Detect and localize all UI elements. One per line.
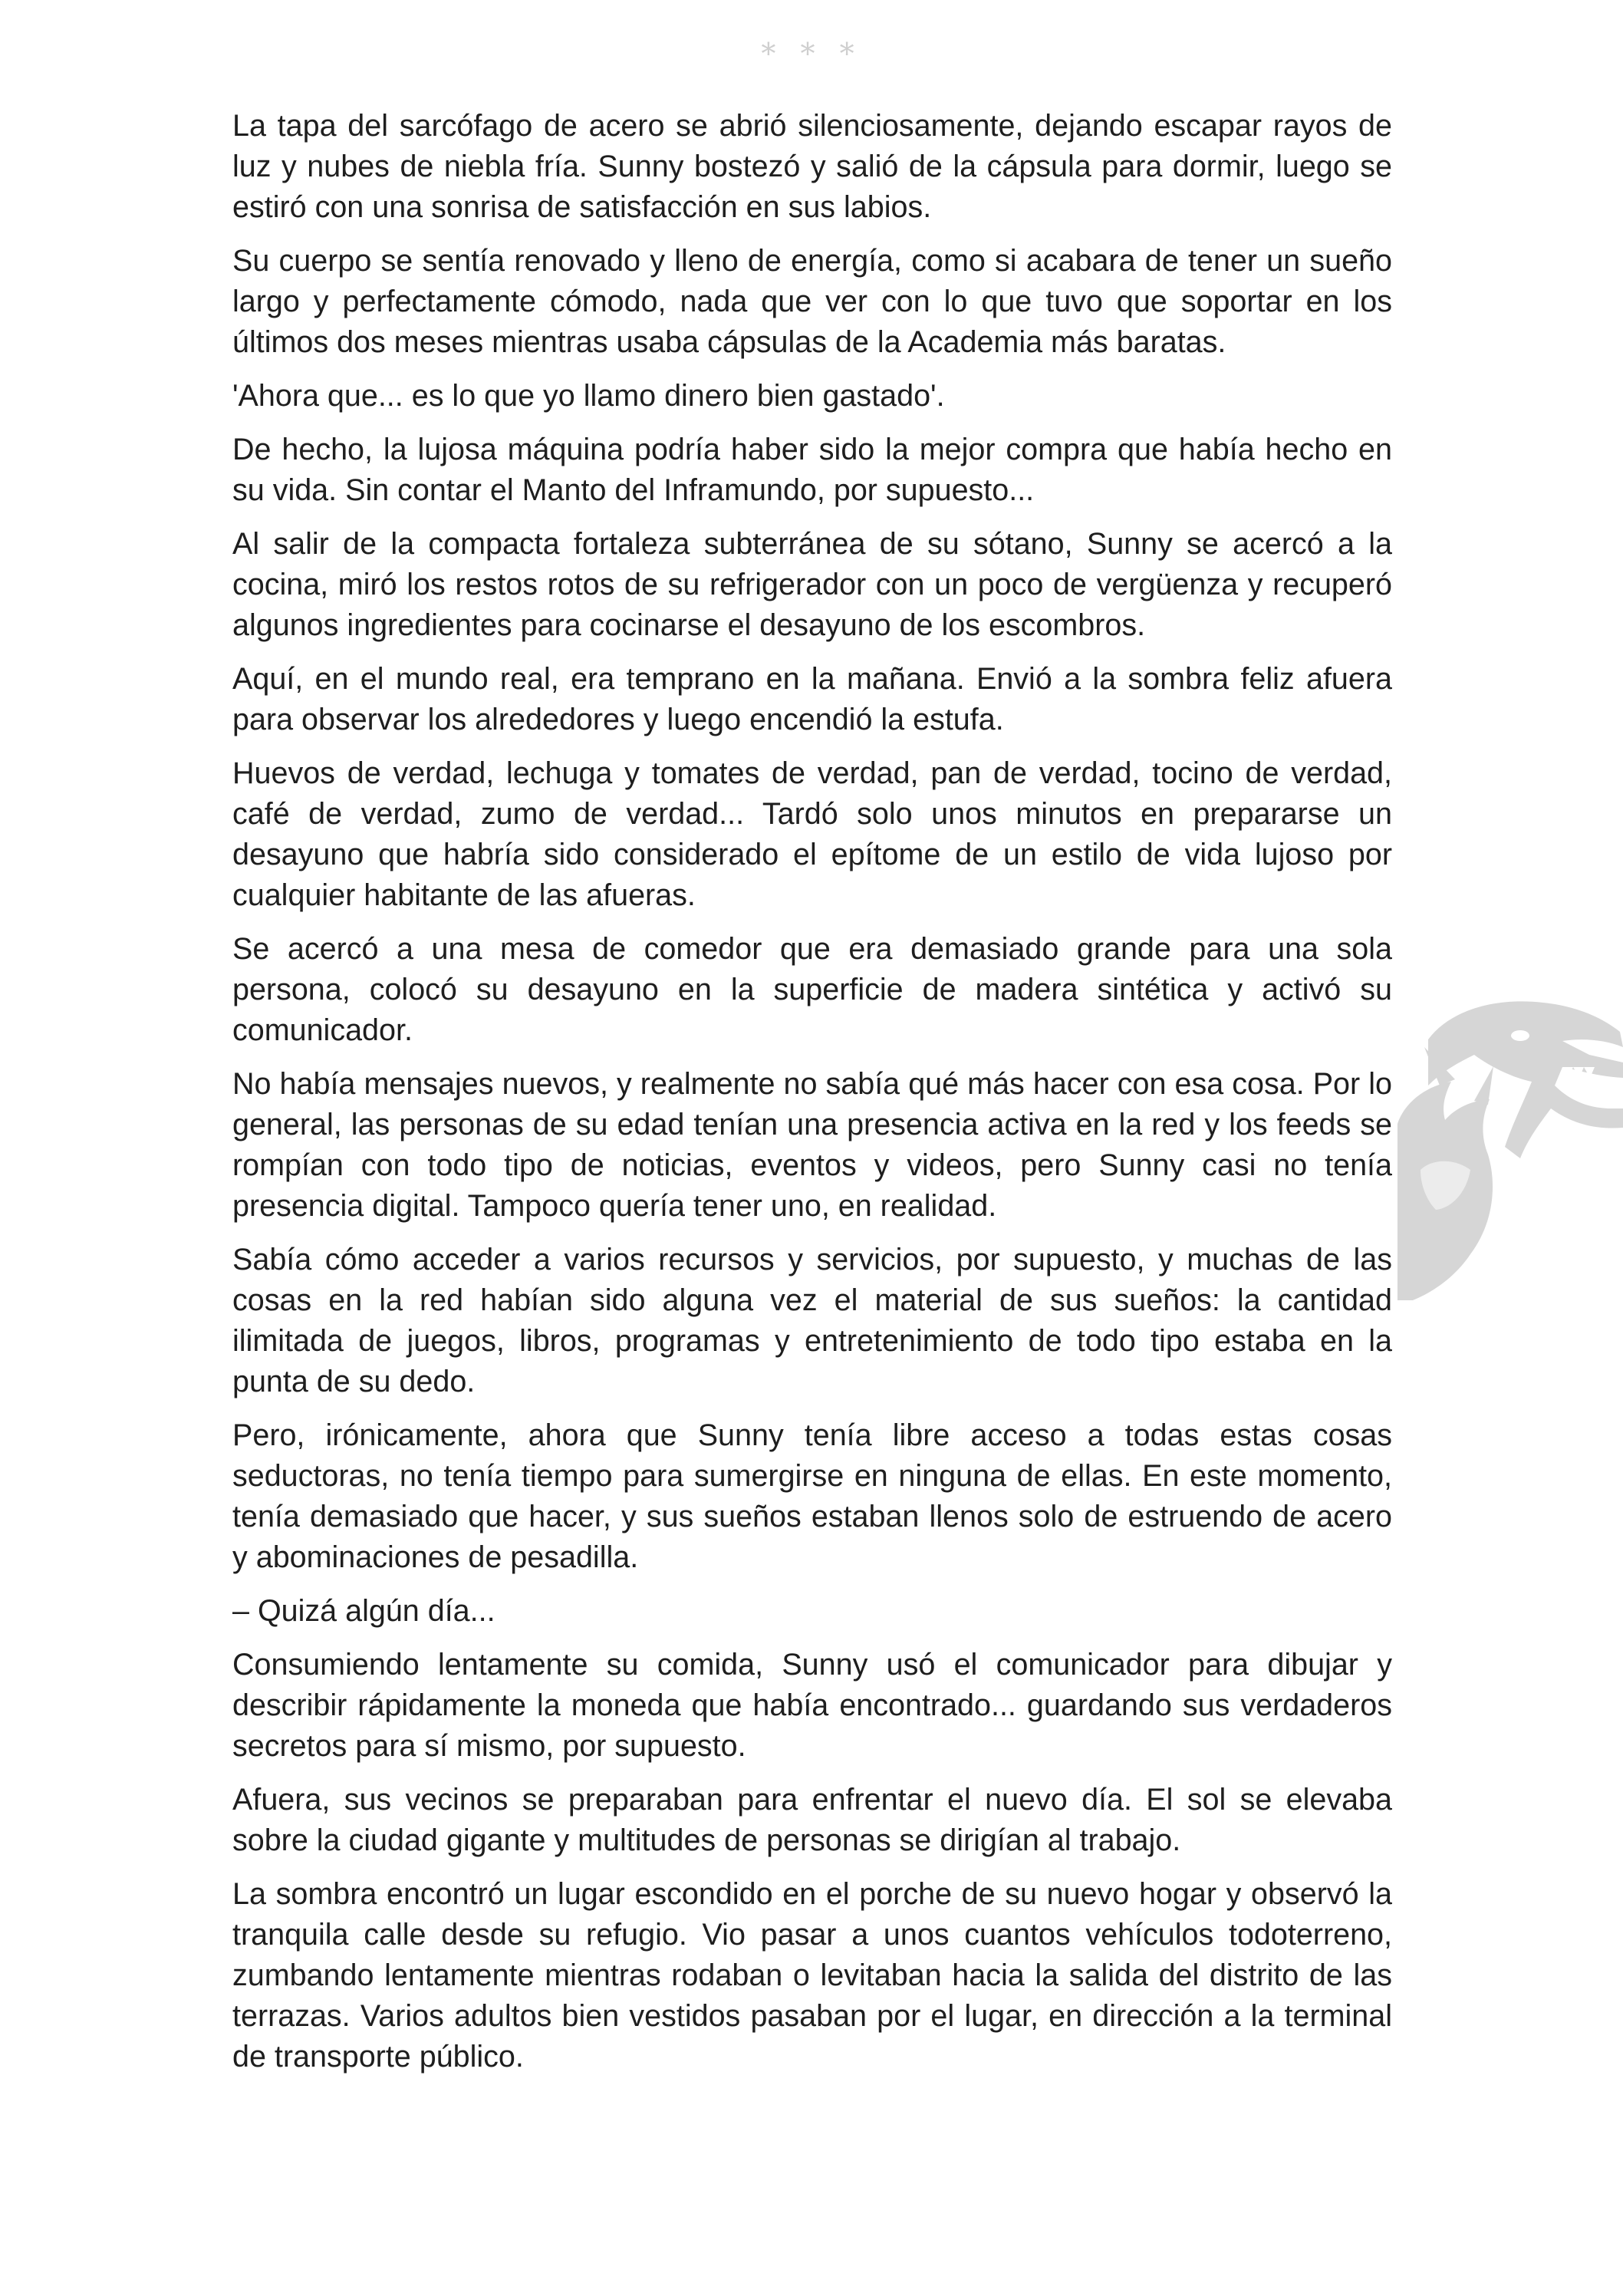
paragraph: Sabía cómo acceder a varios recursos y servicios, por supuesto, y muchas de las cosas en la red habían sido alguna vez el material de sus sueños: la cantidad ilimitada de juegos, libros, programas y entretenimiento de todo tipo estaba en la punta de su dedo. [232,1243,1392,1398]
paragraph: Huevos de verdad, lechuga y tomates de verdad, pan de verdad, tocino de verdad, café de verdad, zumo de verdad... Tardó solo unos minutos en prepararse un desayuno que habría sido considerado el epítome de un estilo de vida lujoso por cualquier habitante de las afueras. [232,756,1392,912]
paragraph: Su cuerpo se sentía renovado y lleno de energía, como si acabara de tener un sueño largo y perfectamente cómodo, nada que ver con lo que tuvo que soportar en los últimos dos meses mientras usaba cápsulas de la Academia más baratas. [232,244,1392,359]
paragraph: No había mensajes nuevos, y realmente no sabía qué más hacer con esa cosa. Por lo general, las personas de su edad tenían una presencia activa en la red y los feeds se rompían con todo tipo de noticias, eventos y videos, pero Sunny casi no tenía presencia digital. Tampoco quería tener uno, en realidad. [232,1067,1392,1223]
paragraph: La sombra encontró un lugar escondido en el porche de su nuevo hogar y observó la tranquila calle desde su refugio. Vio pasar a unos cuantos vehículos todoterreno, zumbando lentamente mientras rodaban o levitaban hacia la salida del distrito de las terrazas. Varios adultos bien vestidos pasaban por el lugar, en dirección a la terminal de transporte público. [232,1877,1392,2074]
scene-separator: * * * [761,37,862,71]
paragraph: Al salir de la compacta fortaleza subterránea de su sótano, Sunny se acercó a la cocina, miró los restos rotos de su refrigerador con un poco de vergüenza y recuperó algunos ingredientes para cocinarse el desayuno de los escombros. [232,527,1392,642]
paragraph: – Quizá algún día... [232,1594,495,1628]
paragraph: Se acercó a una mesa de comedor que era demasiado grande para una sola persona, colocó su desayuno en la superficie de madera sintética y activó su comunicador. [232,932,1392,1047]
paragraph: 'Ahora que... es lo que yo llamo dinero bien gastado'. [232,379,945,413]
paragraph: De hecho, la lujosa máquina podría haber sido la mejor compra que había hecho en su vida. Sin contar el Manto del Inframundo, por supuesto... [232,433,1392,507]
body-text [232,106,1392,2090]
paragraph: Consumiendo lentamente su comida, Sunny usó el comunicador para dibujar y describir rápidamente la moneda que había encontrado... guardando sus verdaderos secretos para sí mismo, por supuesto. [232,1648,1392,1763]
paragraph: Pero, irónicamente, ahora que Sunny tenía libre acceso a todas estas cosas seductoras, no tenía tiempo para sumergirse en ninguna de ellas. En este momento, tenía demasiado que hacer, y sus sueños estaban llenos solo de estruendo de acero y abominaciones de pesadilla. [232,1418,1392,1574]
paragraph: La tapa del sarcófago de acero se abrió silenciosamente, dejando escapar rayos de luz y nubes de niebla fría. Sunny bostezó y salió de la cápsula para dormir, luego se estiró con una sonrisa de satisfacción en sus labios. [232,109,1392,224]
paragraph: Aquí, en el mundo real, era temprano en la mañana. Envió a la sombra feliz afuera para observar los alrededores y luego encendió la estufa. [232,662,1392,736]
dinosaur-and-hooded-figure-watermark-icon [1397,993,1623,1300]
paragraph: Afuera, sus vecinos se preparaban para enfrentar el nuevo día. El sol se elevaba sobre la ciudad gigante y multitudes de personas se dirigían al trabajo. [232,1783,1392,1857]
